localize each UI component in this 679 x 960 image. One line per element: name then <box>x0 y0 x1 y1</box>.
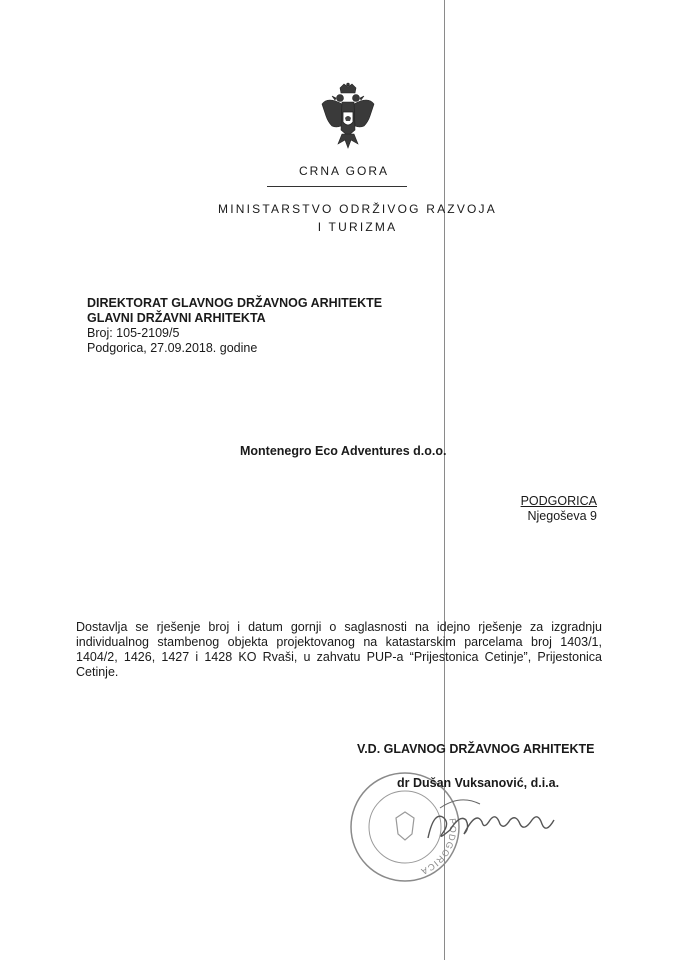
recipient-name: Montenegro Eco Adventures d.o.o. <box>240 444 447 458</box>
office-name: GLAVNI DRŽAVNI ARHITEKTA <box>87 311 266 325</box>
recipient-street: Njegoševa 9 <box>527 509 597 523</box>
handwritten-signature-icon <box>420 790 560 850</box>
ministry-line-2: I TURIZMA <box>317 220 398 234</box>
signatory-title: V.D. GLAVNOG DRŽAVNOG ARHITEKTE <box>357 742 595 756</box>
reference-number: Broj: 105-2109/5 <box>87 326 180 340</box>
recipient-address <box>521 494 597 524</box>
sender-block <box>87 296 382 356</box>
directorate-name: DIREKTORAT GLAVNOG DRŽAVNOG ARHITEKTE <box>87 296 383 310</box>
ministry-name <box>0 200 679 236</box>
coat-of-arms-icon <box>318 82 378 152</box>
recipient-city: PODGORICA <box>520 494 597 508</box>
stamp-text: PODGORICA <box>418 817 459 878</box>
signatory-name: dr Dušan Vuksanović, d.i.a. <box>397 776 560 790</box>
letter-body: Dostavlja se rješenje broj i datum gornji o saglasnosti na idejno rješenje za izgradnju individualnog stambenog objekta projektovanog na katastarskim parcelama broj 1403/1, 1404/2, 1426, 1427 i 1428 KO Rvaši, u zahvatu PUP-a “Prijestonica Cetinje”, Prijestonica Cetinje. <box>76 620 602 679</box>
header-divider <box>267 186 407 187</box>
ministry-line-1: MINISTARSTVO ODRŽIVOG RAZVOJA <box>218 202 497 216</box>
place-date: Podgorica, 27.09.2018. godine <box>87 341 258 355</box>
country-name: CRNA GORA <box>298 164 389 178</box>
